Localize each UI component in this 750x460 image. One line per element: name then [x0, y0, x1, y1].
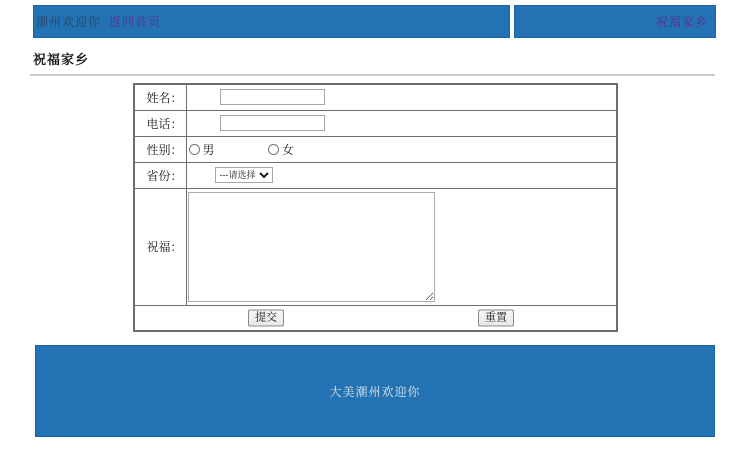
gender-male-label: 男 — [202, 142, 215, 157]
page-title: 祝福家乡 — [33, 52, 90, 67]
gender-field-cell — [186, 136, 617, 162]
table-row-phone — [134, 110, 617, 136]
gender-female-radio[interactable] — [268, 144, 279, 155]
name-input[interactable] — [220, 89, 325, 105]
site-title: 潮州欢迎你 — [36, 15, 102, 29]
divider — [30, 74, 715, 76]
province-field-cell — [186, 162, 617, 188]
header-bar-right — [514, 5, 716, 38]
nav-link-wish-home[interactable]: 祝福家乡 — [655, 15, 708, 29]
name-label: 姓名： — [134, 84, 186, 110]
submit-button[interactable]: 提交 — [248, 309, 284, 326]
gender-female-label: 女 — [281, 142, 294, 157]
province-select[interactable] — [215, 167, 273, 183]
footer-text: 大美潮州欢迎你 — [329, 384, 421, 399]
gender-female-option — [268, 141, 294, 158]
wish-field-cell — [186, 188, 617, 305]
header-bar-left — [33, 5, 510, 38]
home-link[interactable]: 返回首页 — [109, 15, 162, 29]
phone-field-cell — [186, 110, 617, 136]
phone-label: 电话： — [134, 110, 186, 136]
table-row-name — [134, 84, 617, 110]
table-row-buttons — [134, 305, 617, 331]
province-label: 省份： — [134, 162, 186, 188]
wish-label: 祝福： — [134, 188, 186, 305]
wish-form-table — [133, 83, 618, 332]
reset-button[interactable]: 重置 — [478, 309, 514, 326]
gender-male-option — [189, 141, 215, 158]
phone-input[interactable] — [220, 115, 325, 131]
table-row-province — [134, 162, 617, 188]
wish-textarea[interactable] — [188, 192, 435, 302]
gender-male-radio[interactable] — [189, 144, 200, 155]
gender-label: 性别： — [134, 136, 186, 162]
buttons-cell — [134, 305, 617, 331]
footer-bar — [35, 345, 715, 437]
table-row-wish — [134, 188, 617, 305]
name-field-cell — [186, 84, 617, 110]
table-row-gender — [134, 136, 617, 162]
